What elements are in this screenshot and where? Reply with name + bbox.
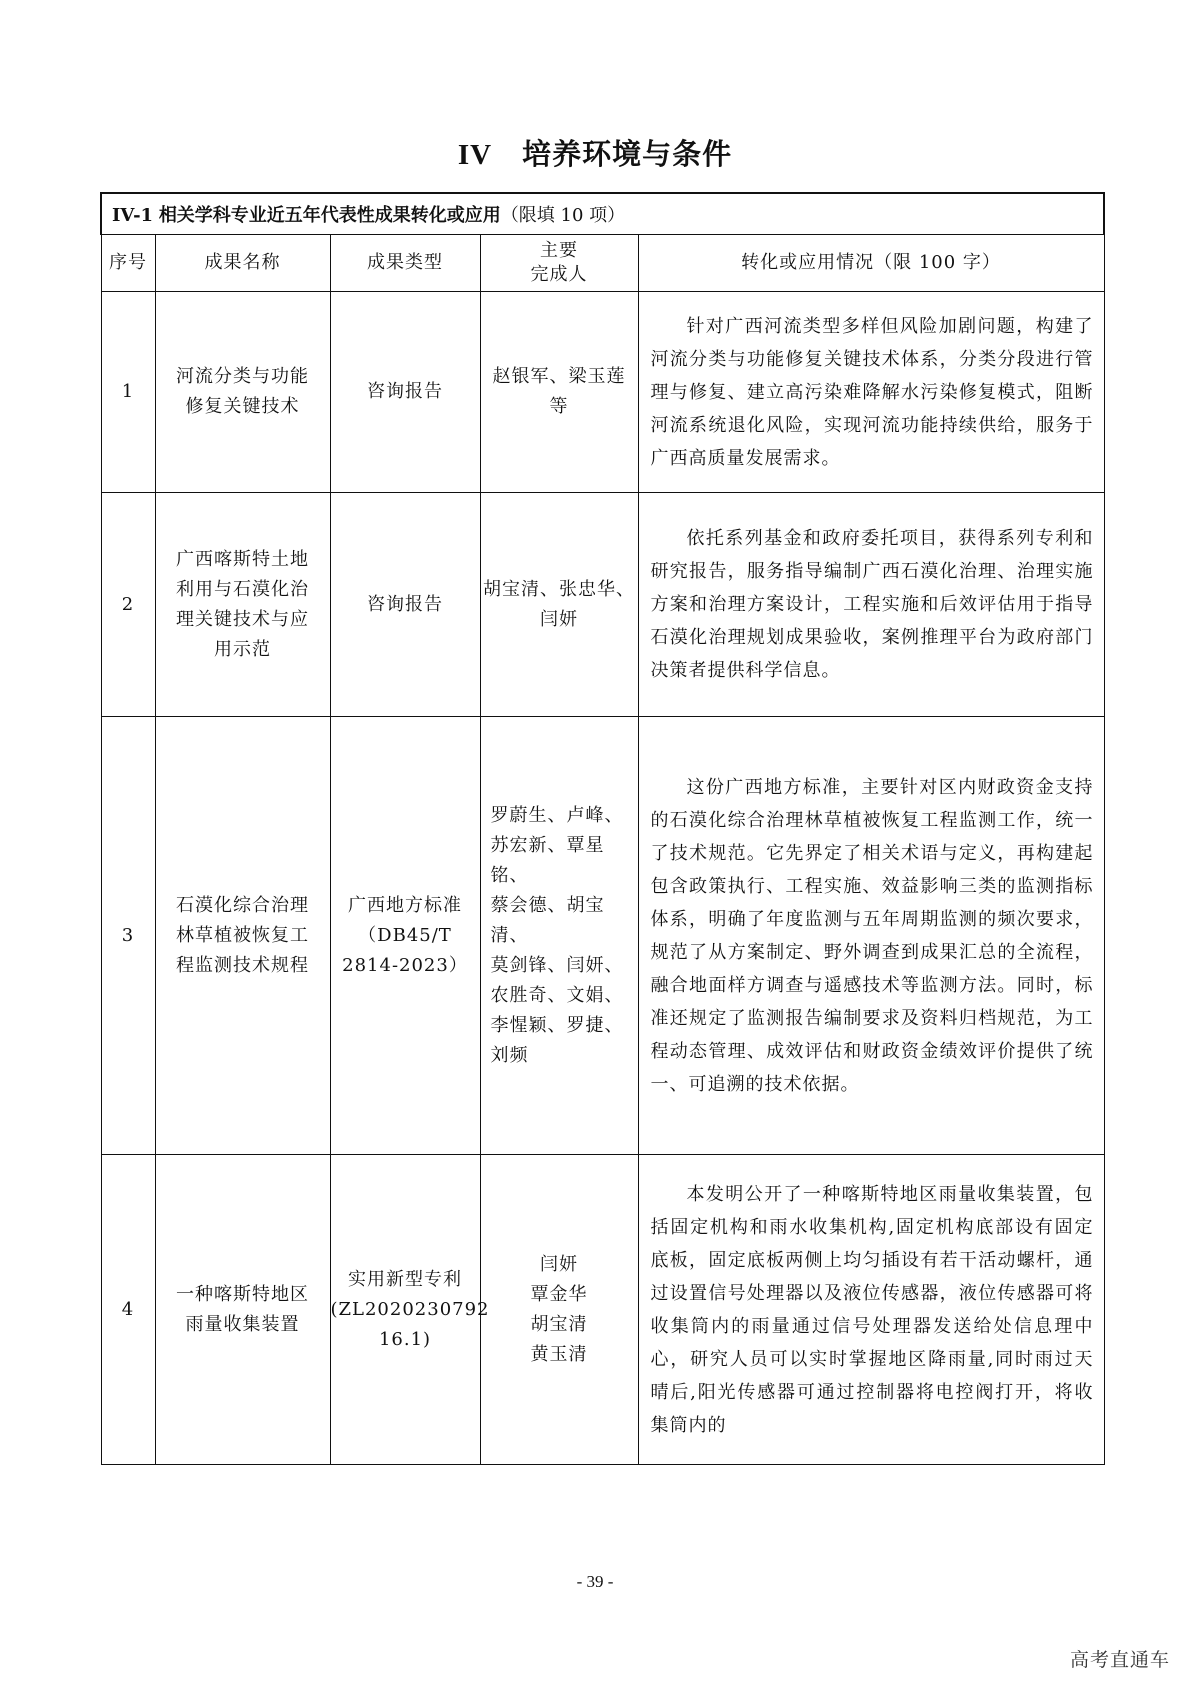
row-name: 河流分类与功能 修复关键技术: [155, 292, 330, 493]
row-name: 一种喀斯特地区 雨量收集装置: [155, 1155, 330, 1465]
section-header: [101, 193, 1104, 235]
section-title: 相关学科专业近五年代表性成果转化或应用: [158, 205, 501, 226]
row-no: 4: [101, 1155, 155, 1465]
table-row: [101, 717, 1104, 1155]
row-no: 2: [101, 493, 155, 717]
row-people: 闫妍 覃金华 胡宝清 黄玉清: [480, 1155, 638, 1465]
header-type: 成果类型: [330, 235, 480, 292]
row-type: 广西地方标准 （DB45/T 2814-2023）: [330, 717, 480, 1155]
page-number: - 39 -: [576, 1572, 614, 1591]
row-desc: [638, 292, 1104, 493]
row-desc-text: 依托系列基金和政府委托项目，获得系列专利和研究报告，服务指导编制广西石漠化治理、治理实施方案和治理方案设计，工程实施和后效评估用于指导石漠化治理规划成果验收，案例推理平台为政府部门决策者提供科学信息。: [650, 528, 1094, 681]
section-code: IV-1: [112, 205, 154, 226]
row-type: 咨询报告: [330, 493, 480, 717]
row-type: 实用新型专利 (ZL2020230792 16.1): [330, 1155, 480, 1465]
row-name: 广西喀斯特土地 利用与石漠化治 理关键技术与应 用示范: [155, 493, 330, 717]
row-name: 石漠化综合治理 林草植被恢复工 程监测技术规程: [155, 717, 330, 1155]
row-desc: [638, 1155, 1104, 1465]
watermark: 高考直通车: [1069, 1649, 1170, 1671]
row-desc-text: 针对广西河流类型多样但风险加剧问题，构建了河流分类与功能修复关键技术体系，分类分段进行管理与修复、建立高污染难降解水污染修复模式，阻断河流系统退化风险，实现河流功能持续供给，服务于广西高质量发展需求。: [650, 315, 1094, 469]
section-note: （限填 10 项）: [500, 205, 626, 226]
row-no: 3: [101, 717, 155, 1155]
table-row: [101, 292, 1104, 493]
row-type: 咨询报告: [330, 292, 480, 493]
table-row: [101, 493, 1104, 717]
section-header-row: [101, 193, 1104, 235]
row-desc: [638, 493, 1104, 717]
page-title-text: 培养环境与条件: [522, 137, 733, 171]
table-row: [101, 1155, 1104, 1465]
achievements-table: [100, 192, 1105, 1465]
header-desc: 转化或应用情况（限 100 字）: [638, 235, 1104, 292]
row-desc: [638, 717, 1104, 1155]
page-title-number: IV: [457, 139, 493, 171]
column-header-row: [101, 235, 1104, 292]
row-desc-text: 这份广西地方标准，主要针对区内财政资金支持的石漠化综合治理林草植被恢复工程监测工作，统一了技术规范。它先界定了相关术语与定义，再构建起包含政策执行、工程实施、效益影响三类的监测指标体系，明确了年度监测与五年周期监测的频次要求，规范了从方案制定、野外调查到成果汇总的全流程，融合地面样方调查与遥感技术等监测方法。同时，标准还规定了监测报告编制要求及资料归档规范，为工程动态管理、成效评估和财政资金绩效评价提供了统一、可追溯的技术依据。: [650, 776, 1094, 1095]
header-no: 序号: [101, 235, 155, 292]
header-people: 主要 完成人: [480, 235, 638, 292]
page-title: [0, 132, 1190, 173]
row-desc-text: 本发明公开了一种喀斯特地区雨量收集装置，包括固定机构和雨水收集机构,固定机构底部设有固定底板，固定底板两侧上均匀插设有若干活动螺杆，通过设置信号处理器以及液位传感器，液位传感器可将收集筒内的雨量通过信号处理器发送给处信息理中心，研究人员可以实时掌握地区降雨量,同时雨过天晴后,阳光传感器可通过控制器将电控阀打开，将收集筒内的: [650, 1183, 1094, 1436]
row-people: 罗蔚生、卢峰、 苏宏新、覃星铭、 蔡会德、胡宝清、 莫剑锋、闫妍、 农胜奇、文娟、 李惺颖、罗捷、 刘频: [480, 717, 638, 1155]
row-people: 胡宝清、张忠华、 闫妍: [480, 493, 638, 717]
header-name: 成果名称: [155, 235, 330, 292]
row-people: 赵银军、梁玉莲 等: [480, 292, 638, 493]
row-no: 1: [101, 292, 155, 493]
